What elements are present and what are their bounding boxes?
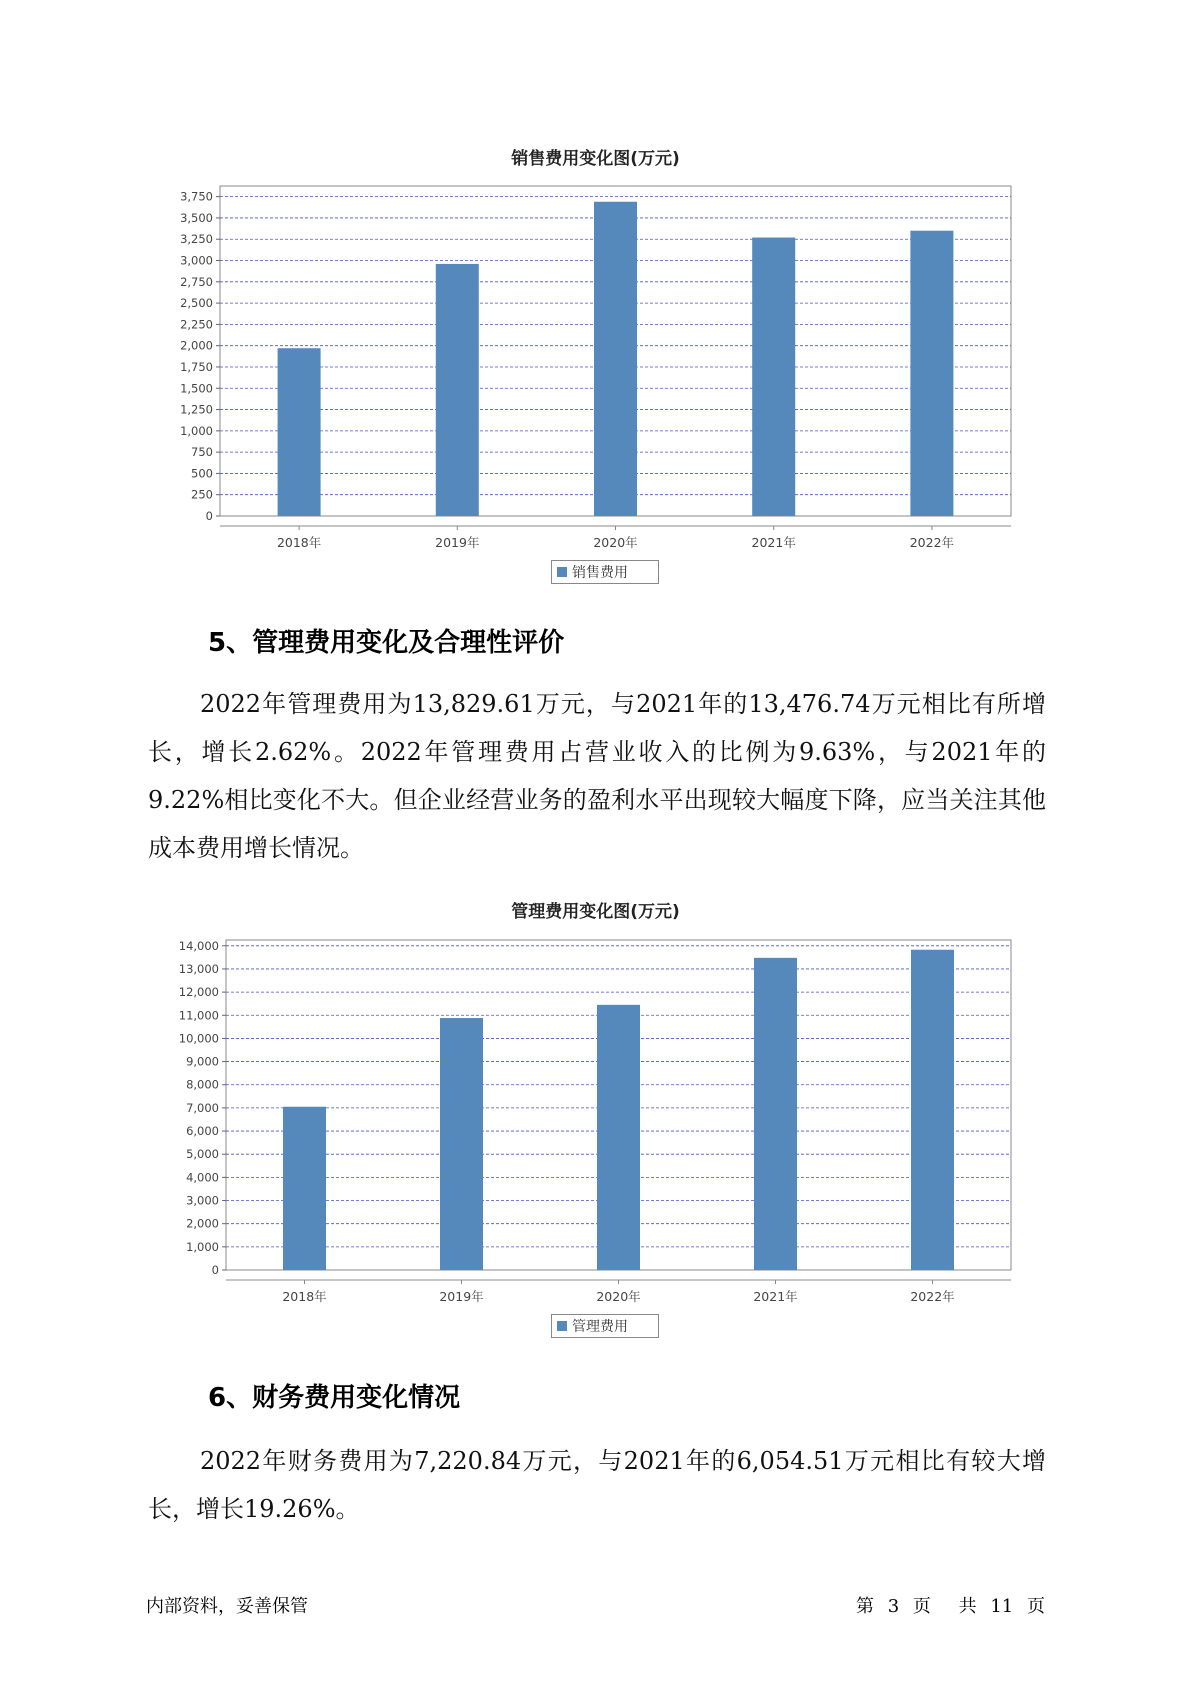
y-tick-label: 2,250 [180, 317, 213, 332]
y-tick-label: 6,000 [186, 1124, 219, 1139]
y-tick-label: 1,500 [180, 381, 213, 396]
y-tick-label: 2,500 [180, 296, 213, 311]
y-tick-label: 8,000 [186, 1077, 219, 1092]
y-tick-label: 3,000 [186, 1193, 219, 1208]
chart2-plot [0, 920, 1191, 1304]
section6-heading: 6、财务费用变化情况 [208, 1383, 461, 1413]
footer-page-prefix: 第 [855, 1596, 874, 1617]
x-tick-label: 2022年 [909, 535, 955, 550]
bar-2021年 [752, 238, 795, 516]
x-tick-label: 2020年 [596, 1289, 641, 1304]
footer-confidential-note: 内部资料，妥善保管 [146, 1596, 308, 1617]
y-tick-label: 13,000 [178, 961, 219, 976]
bar-2022年 [910, 231, 953, 516]
footer-page-info [848, 1592, 1045, 1618]
footer-total-prefix: 共 [958, 1596, 977, 1617]
y-tick-label: 3,750 [180, 189, 213, 204]
x-tick-label: 2022年 [910, 1289, 955, 1304]
chart1-title: 销售费用变化图(万元) [511, 149, 680, 169]
section5-heading: 5、管理费用变化及合理性评价 [208, 628, 565, 658]
chart2-legend [551, 1314, 659, 1338]
footer-page-number: 3 [887, 1596, 900, 1617]
bar-2019年 [440, 1018, 483, 1270]
y-tick-label: 1,000 [186, 1239, 219, 1254]
y-tick-label: 500 [191, 466, 213, 481]
footer-total-pages: 11 [990, 1596, 1014, 1617]
chart2-title: 管理费用变化图(万元) [511, 902, 680, 922]
bar-2018年 [283, 1107, 326, 1270]
footer-page-unit: 页 [912, 1596, 931, 1617]
section6-paragraph: 2022年财务费用为7,220.84万元，与2021年的6,054.51万元相比有较大增长，增长19.26%。 [148, 1447, 1046, 1523]
legend-swatch-icon [557, 1321, 567, 1331]
bar-2019年 [436, 264, 479, 516]
y-tick-label: 0 [211, 1263, 219, 1277]
section5-paragraph: 2022年管理费用为13,829.61万元，与2021年的13,476.74万元相比有所增长，增长2.62%。2022年管理费用占营业收入的比例为9.63%，与2021年的9.22%相比变化不大。但企业经营业务的盈利水平出现较大幅度下降，应当关注其他成本费用增长情况。 [148, 690, 1046, 862]
y-tick-label: 4,000 [186, 1170, 219, 1185]
y-tick-label: 2,000 [186, 1216, 219, 1231]
y-tick-label: 3,500 [180, 210, 213, 225]
bar-2020年 [594, 202, 637, 516]
x-tick-label: 2019年 [435, 535, 480, 550]
y-tick-label: 5,000 [186, 1147, 219, 1162]
y-tick-label: 1,750 [180, 359, 213, 374]
y-tick-label: 0 [205, 509, 213, 523]
y-tick-label: 1,250 [180, 402, 213, 417]
chart1-legend-label: 销售费用 [572, 565, 628, 581]
y-tick-label: 2,750 [180, 274, 213, 289]
bar-2021年 [754, 958, 797, 1270]
x-tick-label: 2021年 [751, 535, 796, 550]
x-tick-label: 2019年 [439, 1289, 484, 1304]
bar-2020年 [597, 1005, 640, 1270]
legend-swatch-icon [557, 567, 567, 577]
x-tick-label: 2018年 [276, 535, 322, 550]
x-tick-label: 2021年 [753, 1289, 798, 1304]
chart1-legend [551, 560, 659, 584]
y-tick-label: 9,000 [186, 1054, 219, 1069]
y-tick-label: 750 [191, 445, 213, 460]
x-tick-label: 2018年 [282, 1289, 327, 1304]
y-tick-label: 14,000 [178, 938, 219, 953]
bar-2022年 [911, 950, 954, 1270]
y-tick-label: 7,000 [186, 1100, 219, 1115]
y-tick-label: 3,250 [180, 232, 213, 247]
chart2-legend-label: 管理费用 [572, 1319, 628, 1335]
bar-2018年 [278, 348, 321, 516]
y-tick-label: 12,000 [178, 985, 219, 1000]
y-tick-label: 2,000 [180, 338, 213, 353]
chart1-plot [0, 160, 1191, 550]
y-tick-label: 250 [191, 487, 213, 502]
y-tick-label: 1,000 [180, 423, 213, 438]
x-tick-label: 2020年 [593, 535, 638, 550]
y-tick-label: 3,000 [180, 253, 213, 268]
footer-total-unit: 页 [1027, 1596, 1045, 1617]
y-tick-label: 11,000 [178, 1008, 219, 1023]
y-tick-label: 10,000 [178, 1031, 219, 1046]
